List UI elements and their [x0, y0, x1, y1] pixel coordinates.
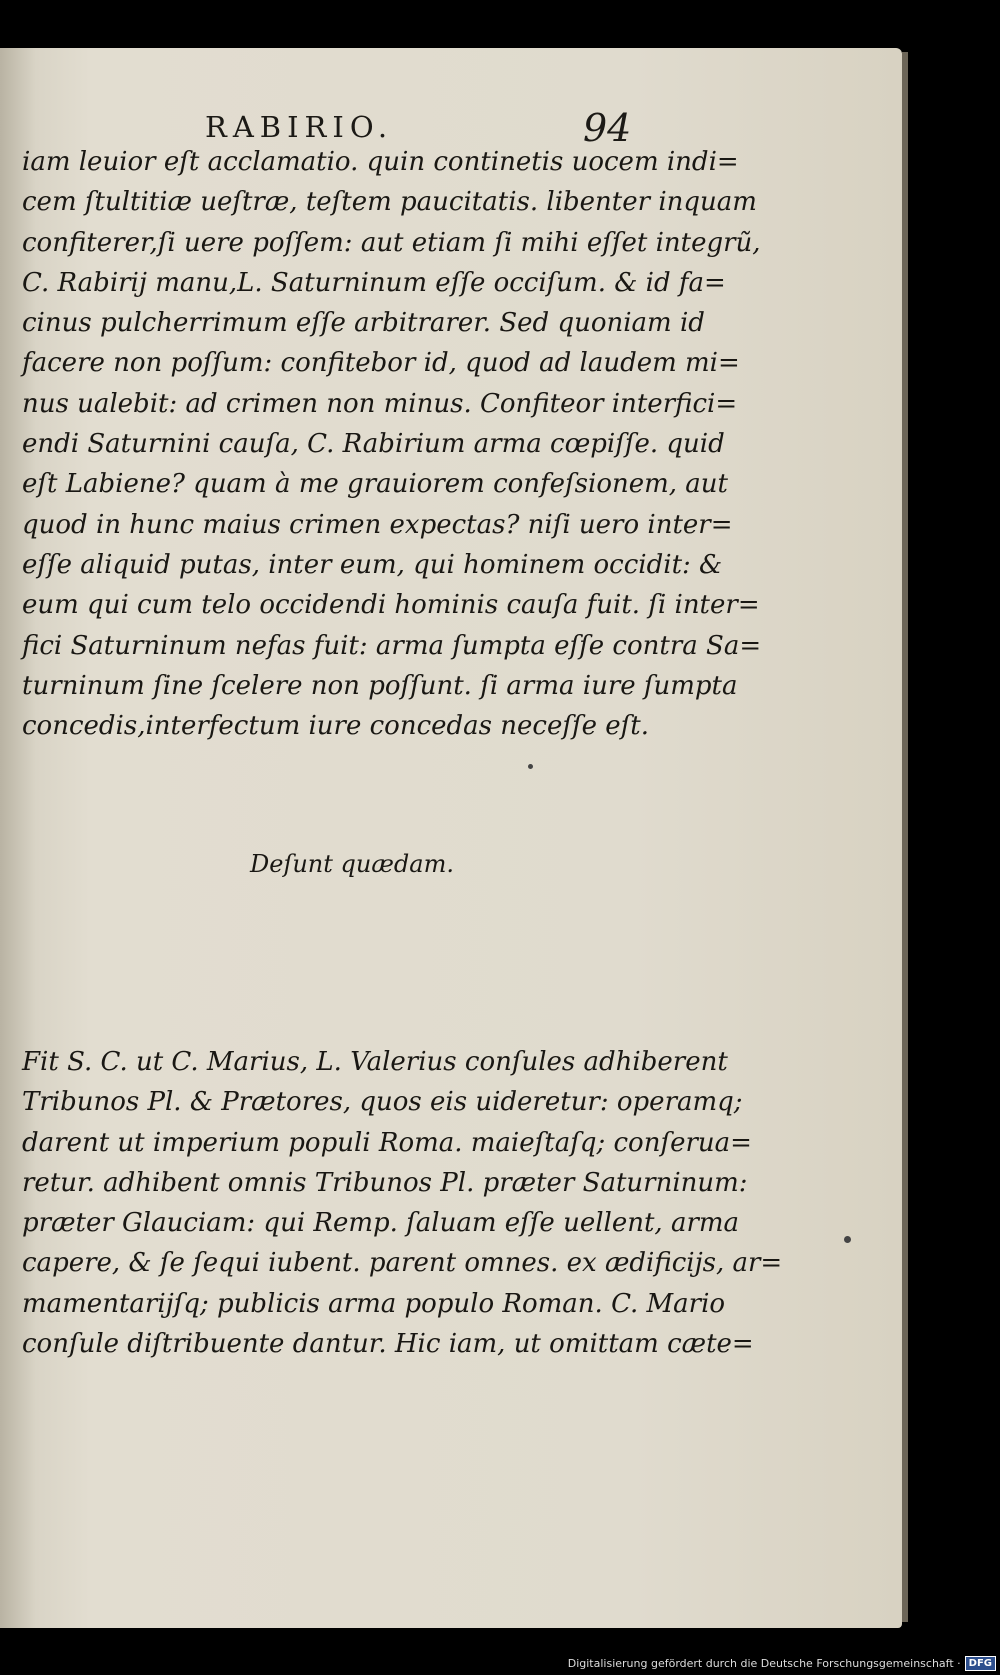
text-line: eſſe aliquid putas, inter eum, qui hominem occidit: & [22, 549, 723, 580]
text-line: retur. adhibent omnis Tribunos Pl. præter Saturninum: [22, 1167, 748, 1198]
text-line: darent ut imperium populi Roma. maieſtaſq; conſerua= [22, 1127, 752, 1158]
second-text-block [22, 1042, 783, 1364]
text-line: Tribunos Pl. & Prætores, quos eis uideretur: operamq; [22, 1087, 743, 1118]
text-line: turninum ſine ſcelere non poſſunt. ſi arma iure ſumpta [22, 670, 738, 701]
text-line: nus ualebit: ad crimen non minus. Confiteor interfici= [22, 388, 738, 419]
text-line: mamentarijſq; publicis arma populo Roman. C. Mario [22, 1288, 726, 1319]
main-text-block [22, 142, 762, 746]
text-line: præter Glauciam: qui Remp. ſaluam eſſe uellent, arma [22, 1208, 740, 1239]
text-line: confiterer,ſi uere poſſem: aut etiam ſi mihi eſſet integrũ, [22, 227, 761, 258]
text-line: capere, & ſe ſequi iubent. parent omnes. ex ædificijs, ar= [22, 1248, 783, 1279]
footer-credit [568, 1656, 996, 1671]
page-edge [902, 52, 908, 1622]
text-line: facere non poſſum: confitebor id, quod ad laudem mi= [22, 348, 740, 379]
text-line: endi Saturnini cauſa, C. Rabirium arma cœpiſſe. quid [22, 429, 725, 460]
text-line: conſule diſtribuente dantur. Hic iam, ut omittam cæte= [22, 1329, 754, 1360]
text-line: eum qui cum telo occidendi hominis cauſa fuit. ſi inter= [22, 590, 760, 621]
text-line: fici Saturninum nefas fuit: arma ſumpta eſſe contra Sa= [22, 630, 762, 661]
text-line: concedis,interfectum iure concedas neceſſe eſt. [22, 711, 649, 742]
text-line: cinus pulcherrimum eſſe arbitrarer. Sed quoniam id [22, 308, 705, 339]
running-head: RABIRIO. [205, 110, 394, 144]
page-number: 94 [583, 106, 632, 150]
text-line: C. Rabirij manu,L. Saturninum eſſe occiſum. & id fa= [22, 267, 726, 298]
ink-speck [528, 764, 533, 769]
text-line: Fit S. C. ut C. Marius, L. Valerius conſules adhiberent [22, 1047, 728, 1077]
text-line: iam leuior eſt acclamatio. quin continetis uocem indi= [22, 147, 739, 177]
ink-speck [844, 1236, 851, 1243]
footer-credit-text: Digitalisierung gefördert durch die Deutsche Forschungsgemeinschaft · [567, 1657, 961, 1670]
dfg-logo: DFG [965, 1656, 996, 1671]
text-line: cem ſtultitiæ ueſtræ, teſtem paucitatis. libenter inquam [22, 187, 757, 218]
text-line: quod in hunc maius crimen expectas? niſi uero inter= [22, 509, 733, 540]
text-line: eſt Labiene? quam à me grauiorem confeſsionem, aut [22, 469, 728, 500]
lacuna-note: Deſunt quædam. [250, 850, 454, 878]
